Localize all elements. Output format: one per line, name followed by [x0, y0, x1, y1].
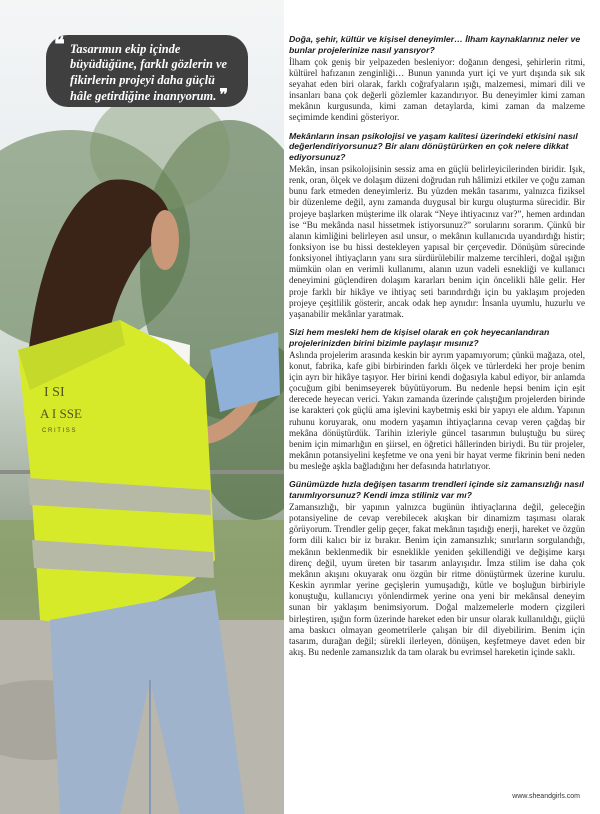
vest-logo-line-1: I SI: [44, 385, 65, 400]
question-4: Günümüzde hızla değişen tasarım trendleri içinde siz zamansızlığı nasıl tanımlıyorsunuz? Kendi imza stiliniz var mı?: [289, 479, 584, 501]
website-url: www.sheandgirls.com: [512, 793, 580, 800]
close-quote-icon: ❞: [219, 87, 229, 105]
open-quote-icon: ❝: [54, 34, 65, 56]
answer-3: Aslında projelerim arasında keskin bir ayrım yapamıyorum; çünkü mağaza, otel, konut, fabrika, kafe gibi birbirinden farklı ölçek ve türlerdeki her proje benim için ayrı bir hikâye taşıyor. Her birini kendi doğasıyla kabul ediyor, bir anlamda çocuğum gibi benimseyerek büyütüyorum. Bu nedenle hepsi benim için eşit derecede heyecan verici. Yakın zamanda üzerinde çalıştığım projelerden birinde ise karakteri çok güçlü ama işlevini kaybetmiş eski bir yapıyı ele aldım. Yapının ruhunu koruyarak, onu modern yaşamın ihtiyaçlarına cevap veren çağdaş bir mekâna dönüştürdük. Tarihin izleriyle güncel tasarımın buluştuğu bu süreç benim için mimarlığın en şiirsel, en öğretici hâllerinden biriydi. Bu tür projeler, mekânın potansiyelini keşfetme ve ona yeni bir hayat verme fikrinin beni neden bu mesleğe aşkla bağladığını her defasında hatırlatıyor.: [289, 349, 585, 472]
architect-photo: [0, 0, 284, 814]
interview-column: [289, 34, 585, 665]
vest-logo-line-3: C R I T I S S: [42, 428, 76, 434]
answer-1: İlham çok geniş bir yelpazeden besleniyor: doğanın dengesi, şehirlerin ritmi, kültürel hafızanın zenginliği… Bunun yanında yurt içi ve yurt dışında sık sık seyahat eden biri olarak, farklı coğrafyaların ışığı, malzemesi, mimari dili ve insanları bana çok değerli gözlemler kazandırıyor. Bu deneyimler kimi zaman mekânın kurgusunda, kimi zaman detaylarda, kimi zaman da malzeme seçimimde kendini gösteriyor.: [289, 56, 585, 123]
question-1: Doğa, şehir, kültür ve kişisel deneyimler… İlham kaynaklarınız neler ve bunlar projelerinize nasıl yansıyor?: [289, 34, 581, 55]
photo-illustration: [0, 0, 284, 814]
answer-2: Mekân, insan psikolojisinin sessiz ama en güçlü belirleyicilerinden biridir. Işık, renk, oran, ölçek ve dolaşım düzeni doğrudan ruh hâlimizi etkiler ve çoğu zaman bunu fark etmeden deneyimleriz. Bu yüzden mekân tasarımı, yalnızca fiziksel bir düzenleme değil, aynı zamanda duygusal bir kurgu oluşturma sürecidir. Bir projeye başlarken müşterime ilk olarak “Neye ihtiyacınız var?”, hemen ardından ise “Bu mekânda nasıl hissetmek istiyorsunuz?” sorularını sorarım. Çünkü bir alanın kimliğini belirleyen asıl unsur, o mekânın kullanıcıda uyandırdığı histir; fonksiyon ise bu hissi destekleyen yapısal bir çerçevedir. Dönüşüm sürecinde fonksiyonel ihtiyaçların yanı sıra sürdürülebilir malzeme tercihleri, doğal ışığın mümkün olan en verimli kullanımı, alanın uzun vadeli esnekliği ve kullanıcı deneyimini güçlendiren dolaşım kararları benim için öncelikli hâle gelir. Her proje farklı bir hikâye ve ihtiyaç seti barındırdığı için bu yaklaşım projeden projeye çeşitlilik gösterir, ancak odak hep aynıdır: İnsanla uyumlu, huzurlu ve yaşanabilir mekânlar yaratmak.: [289, 163, 585, 319]
question-3: Sizi hem mesleki hem de kişisel olarak en çok heyecanlandıran projelerinizden birini bizimle paylaşır mısınız?: [289, 327, 550, 348]
question-2: Mekânların insan psikolojisi ve yaşam kalitesi üzerindeki etkisini nasıl değerlendiriyorsunuz? Bir alanı dönüştürürken en çok nelere dikkat ediyorsunuz?: [289, 130, 578, 163]
vest-logo-line-2: A I SSE: [40, 406, 82, 421]
pull-quote-text: Tasarımın ekip içinde büyüdüğüne, farklı gözlerin ve fikirlerin projeyi daha güçlü hâle getirdiğine inanıyorum.: [70, 42, 227, 104]
answer-4: Zamansızlığı, bir yapının yalnızca bugünün ihtiyaçlarına değil, geleceğin potansiyeline de cevap verebilecek akışkan bir dinamizm taşıması olarak görüyorum. Trendler gelip geçer, fakat mekânın taşıdığı enerji, hareket ve özgün form dili kalıcı bir iz bırakır. Benim için zamansızlık; sınırların sorgulandığı, mekânın beklenmedik bir esneklikle yeniden şekillendiği ve değişime karşı direnç değil, uyum üreten bir tasarım anlayışıdır. İmza stilim ise daha çok mekânın akışını okuyarak onu özgün bir ritme dönüştürmek üzerine kurulu. Keskin ayrımlar yerine geçişlerin yumuşadığı, kütle ve boşluğun birbiriyle konuştuğu, kullanıcıyı yönlendirmek yerine ona yeni bir mekânsal deneyim sunan bir yaklaşım benimsiyorum. Doğal malzemelerle modern çizgileri birleştiren, ışığın form üzerinde hareket eden bir unsur olarak kullanıldığı, güçlü ama baskıcı olmayan geometrilerle çalışan bir dil diyebilirim. Benim için tasarım, durağan değil; sürekli ilerleyen, dönüşen, keşfetmeye davet eden bir akış. Bu nedenle zamansızlık da tam olarak bu evrimsel hareketin içinde saklı.: [289, 502, 585, 658]
pull-quote: [46, 35, 248, 107]
